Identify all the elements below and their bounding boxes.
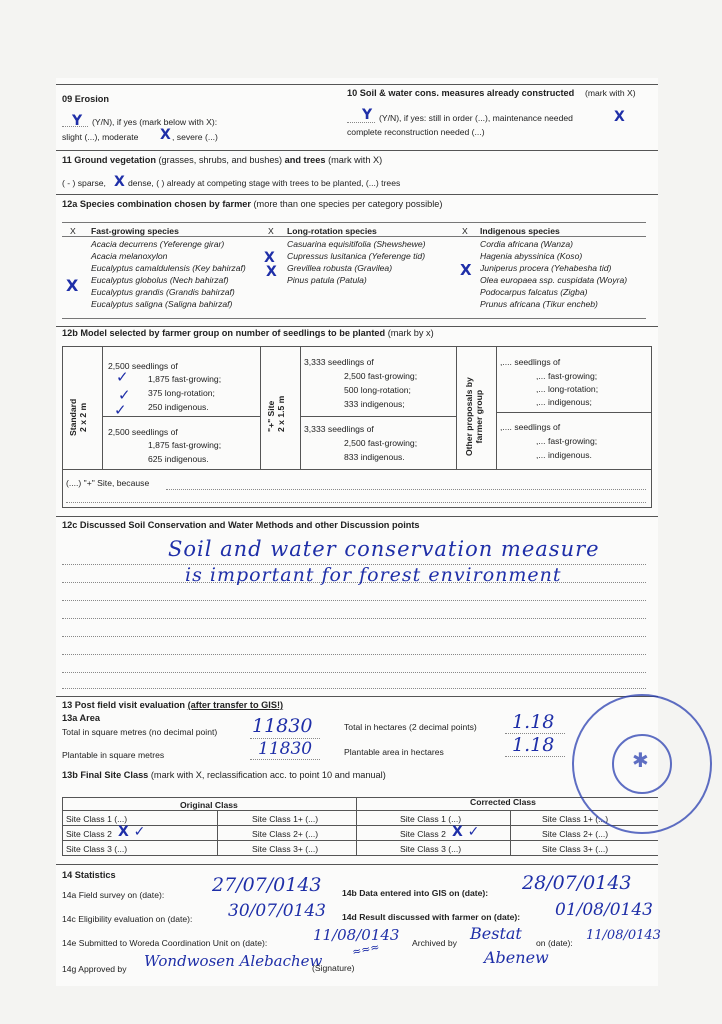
ha-value: 1.18 [512,711,555,733]
handwritten-note-2: is important for forest environment [185,564,562,586]
indig-item: Olea europaea ssp. cuspidata (Woyra) [480,275,628,285]
field-survey-label: 14a Field survey on (date): [62,890,165,900]
standard-1-line: 250 indigenous. [148,402,209,412]
original-class-header: Original Class [180,800,238,810]
model-divider [496,346,497,469]
plant-sqm-value: 11830 [258,739,313,759]
post-title: 13 Post field visit evaluation (after transfer to GIS!) [62,700,284,710]
corrected-class: Site Class 1 (...) [400,814,462,824]
other-2-line: ,... indigenous. [536,450,592,460]
long-header: Long-rotation species [287,226,377,236]
corrected-class-plus: Site Class 3+ (...) [542,844,609,854]
cupressus-x-mark: X [264,250,275,266]
long-item: Cupressus lusitanica (Yeferenge tid) [287,251,426,261]
vegetation-sparse: ( - ) sparse, [62,178,106,188]
indig-header: Indigenous species [480,226,560,236]
plus-1-line: 3,333 seedlings of [304,357,374,367]
check-mark: ✓ [114,401,127,419]
original-class-plus: Site Class 1+ (...) [252,814,319,824]
model-divider-h [300,416,456,417]
fast-x-col: X [70,226,76,236]
indig-item: Juniperus procera (Yehabesha tid) [480,263,612,273]
model-divider [260,346,261,469]
corrected-class: Site Class 2 [400,829,446,839]
species-title: 12a Species combination chosen by farmer (more than one species per category possible) [62,199,443,209]
sqm-label: Total in square metres (no decimal point) [62,727,218,737]
ha-label: Total in hectares (2 decimal points) [344,722,477,732]
other-1-line: ,... indigenous; [536,397,592,407]
swc-yn-mark: Y [362,107,373,123]
standard-1-line: 375 long-rotation; [148,388,215,398]
other-2-line: ,.... seedlings of [500,422,561,432]
class-table-col [217,810,218,855]
write-line [62,688,646,689]
plus-1-line: 333 indigenous; [344,399,405,409]
species-table-top [62,222,646,223]
long-item: Grevillea robusta (Gravilea) [287,263,393,273]
juniperus-x-mark: X [460,261,472,279]
model-divider-h [496,412,651,413]
plus-site-label: "+" Site 2 x 1.5 m [266,395,286,432]
plus-1-line: 500 long-rotation; [344,385,411,395]
other-1-line: ,... fast-growing; [536,371,598,381]
top-rule [56,84,658,85]
result-label: 14d Result discussed with farmer on (date): [342,912,521,922]
standard-label: Standard 2 x 2 m [68,398,88,436]
gis-label: 14b Data entered into GIS on (date): [342,888,489,898]
other-1-line: ,... long-rotation; [536,384,599,394]
indig-item: Cordia africana (Wanza) [480,239,573,249]
erosion-yn-mark: Y [72,113,83,129]
fast-item: Eucalyptus saligna (Saligna bahirzaf) [91,299,233,309]
rule-13 [56,696,658,697]
archived-by: Bestat [470,924,522,943]
rule-12c [56,516,658,517]
corrected-class2-mark: X ✓ [452,824,480,840]
plus-2-line: 3,333 seedlings of [304,424,374,434]
corrected-class: Site Class 3 (...) [400,844,462,854]
class-table-rule [62,810,658,811]
class-table-col [62,797,63,855]
rule-12a [56,194,658,195]
grevillea-x-mark: X [266,264,277,280]
field-survey-value: 27/07/0143 [212,874,322,896]
original-class: Site Class 3 (...) [66,844,128,854]
erosion-yn-blank [62,126,88,127]
signature-label: (Signature) [312,963,355,973]
archived-value: 11/08/0143 [586,928,661,943]
write-line [62,654,646,655]
fast-header: Fast-growing species [91,226,179,236]
result-value: 01/08/0143 [555,900,653,920]
long-item: Casuarina equisitifolia (Shewshewe) [287,239,426,249]
corrected-class-plus: Site Class 1+ (...) [542,814,609,824]
plant-ha-value: 1.18 [512,734,555,756]
vegetation-line: dense, ( ) already at competing stage with trees to be planted, (...) trees [128,178,401,188]
class-table-top [62,797,658,798]
submitted-value: 11/08/0143 [313,926,400,944]
erosion-line1: (Y/N), if yes (mark below with X): [92,117,218,127]
fast-item: Acacia decurrens (Yeferenge girar) [91,239,225,249]
standard-2-line: 1,875 fast-growing; [148,440,222,450]
plus-site-because: (....) "+" Site, because [66,478,150,488]
check-mark: ✓ [118,386,131,404]
indig-item: Podocarpus falcatus (Zigba) [480,287,588,297]
erosion-title: 09 Erosion [62,94,109,104]
write-line [62,618,646,619]
class-title: 13b Final Site Class (mark with X, reclassification acc. to point 10 and manual) [62,770,386,780]
rule-12b [56,326,658,327]
archived-on: on (date): [536,938,573,948]
discussion-title: 12c Discussed Soil Conservation and Water Methods and other Discussion points [62,520,420,530]
corrected-class-header: Corrected Class [470,797,536,807]
fast-item: Acacia melanoxylon [91,251,168,261]
standard-1-line: 2,500 seedlings of [108,361,178,371]
because-bottom [62,507,652,508]
original-class: Site Class 1 (...) [66,814,128,824]
species-header-rule [62,236,646,237]
original-class: Site Class 2 [66,829,112,839]
plant-sqm-blank [250,759,320,760]
other-1-line: ,.... seedlings of [500,357,561,367]
corrected-class-plus: Site Class 2+ (...) [542,829,609,839]
rule-14 [56,864,658,865]
archived-label: Archived by [412,938,457,948]
model-box-bottom [62,469,652,470]
maintenance-x-mark: X [614,109,625,125]
plant-sqm-label: Plantable in square metres [62,750,165,760]
stats-title: 14 Statistics [62,870,116,880]
approved-value: Wondwosen Alebachew [144,952,323,970]
original-class-plus: Site Class 2+ (...) [252,829,319,839]
fast-item: Eucalyptus camaldulensis (Key bahirzaf) [91,263,246,273]
plant-ha-blank [505,756,565,757]
sqm-value: 11830 [252,715,313,737]
other-label: Other proposals by farmer group [464,377,484,456]
indig-item: Prunus africana (Tikur encheb) [480,299,598,309]
indig-item: Hagenia abyssinica (Koso) [480,251,583,261]
globolus-x-mark: X [66,276,79,295]
class-table-col [510,810,511,855]
long-item: Pinus patula (Patula) [287,275,367,285]
submitted-label: 14e Submitted to Woreda Coordination Unit on (date): [62,938,268,948]
class-table-col [356,797,357,855]
swc-line2: complete reconstruction needed (...) [347,127,485,137]
model-box-right [651,346,652,507]
emblem-star-icon: ✱ [632,750,649,772]
write-line [62,636,646,637]
model-box-left [62,346,63,507]
model-title: 12b Model selected by farmer group on number of seedlings to be planted (mark by x) [62,328,434,338]
class-table-rule [62,840,658,841]
model-divider [456,346,457,469]
fast-item: Eucalyptus grandis (Grandis bahirzaf) [91,287,235,297]
other-2-line: ,... fast-growing; [536,436,598,446]
original-class-plus: Site Class 3+ (...) [252,844,319,854]
rule-11 [56,150,658,151]
write-line [62,672,646,673]
model-divider [102,346,103,469]
plus-1-line: 2,500 fast-growing; [344,371,418,381]
model-box-top [62,346,652,347]
eligibility-label: 14c Eligibility evaluation on (date): [62,914,193,924]
class-table-bottom [62,855,658,856]
original-class2-mark: X ✓ [118,824,146,840]
gis-value: 28/07/0143 [522,872,632,894]
second-signature: Abenew [484,948,549,967]
area-title: 13a Area [62,713,100,723]
plus-2-line: 2,500 fast-growing; [344,438,418,448]
eligibility-value: 30/07/0143 [228,901,326,921]
model-divider [300,346,301,469]
class-table-rule [62,825,658,826]
swc-title: 10 Soil & water cons. measures already constructed [347,88,575,98]
long-x-col: X [268,226,274,236]
species-table-bottom [62,318,646,319]
handwritten-note-1: Soil and water conservation measure [168,537,600,561]
dense-x-mark: X [114,174,125,190]
check-mark: ✓ [116,368,129,386]
swc-line1: (Y/N), if yes: still in order (...), maintenance needed [379,113,573,123]
swc-title-note: (mark with X) [585,88,636,98]
standard-2-line: 625 indigenous. [148,454,209,464]
plus-2-line: 833 indigenous. [344,452,405,462]
indig-x-col: X [462,226,468,236]
plant-ha-label: Plantable area in hectares [344,747,444,757]
erosion-severe: , severe (...) [172,132,218,142]
fast-item: Eucalyptus globolus (Nech bahirzaf) [91,275,229,285]
signature-scribble: ≈≈≈ [350,940,381,959]
write-line [62,600,646,601]
because-line [166,489,646,490]
approved-label: 14g Approved by [62,964,127,974]
moderate-x-mark: X [160,127,171,143]
swc-yn-blank [347,122,375,123]
erosion-line2: slight (...), moderate [62,132,139,142]
standard-1-line: 1,875 fast-growing; [148,374,222,384]
because-line [66,502,646,503]
vegetation-title: 11 Ground vegetation (grasses, shrubs, and bushes) and trees (mark with X) [62,155,383,165]
standard-2-line: 2,500 seedlings of [108,427,178,437]
